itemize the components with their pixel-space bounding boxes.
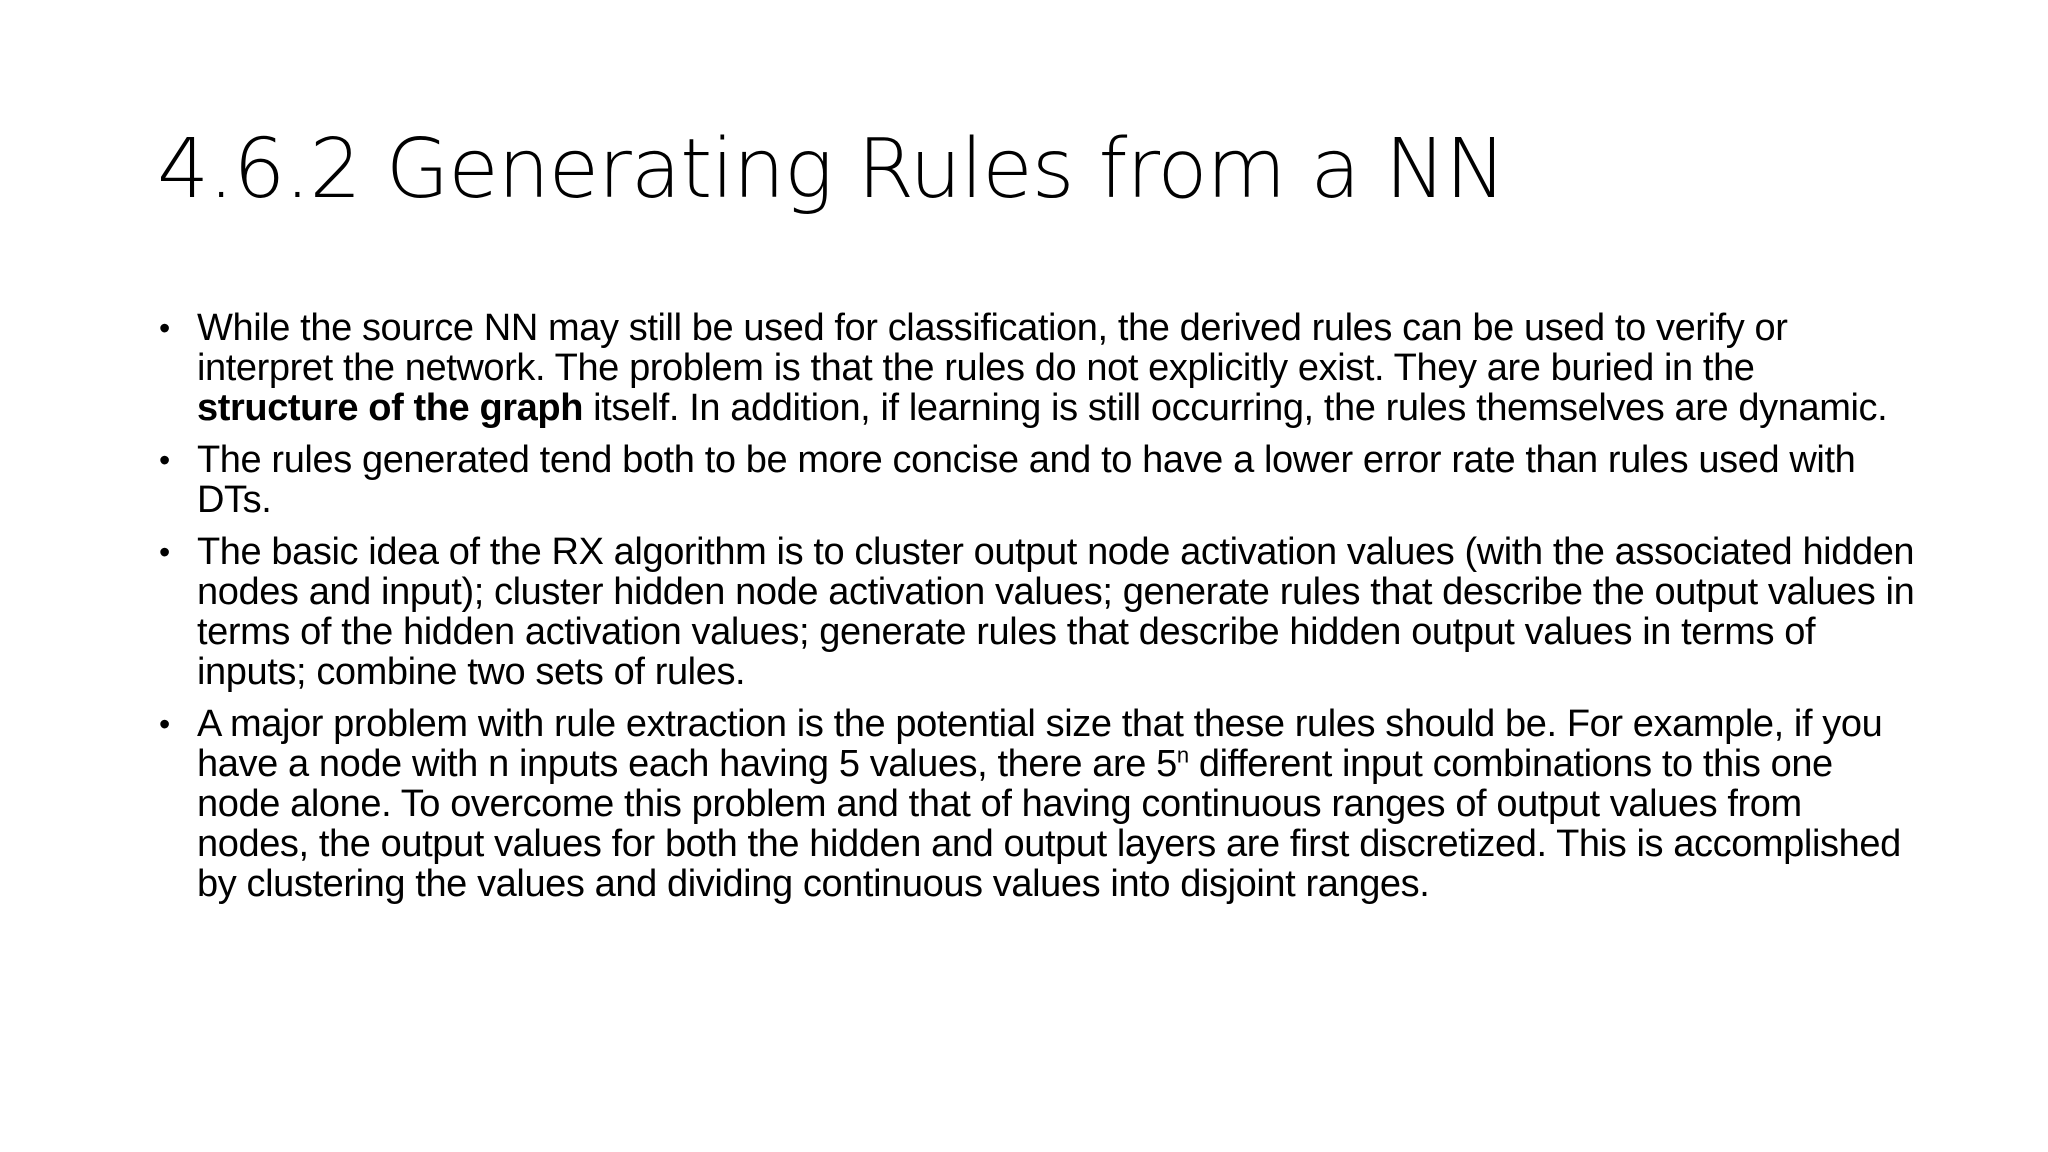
bullet-2-text: The rules generated tend both to be more concise and to have a lower error rate than rules used with DTs. [197,439,1856,521]
bullet-1-text-before: While the source NN may still be used for classification, the derived rules can be used to verify or interpret the network. The problem is that the rules do not explicitly exist. They are buried in the [197,307,1788,389]
bullet-dot-icon: • [159,442,170,478]
bullet-item-3 [157,532,1917,692]
bullet-item-2 [157,440,1917,520]
bullet-4-superscript: n [1176,742,1189,768]
bullet-4-text-after: different input combinations to this one node alone. To overcome this problem and that of having continuous ranges of output values from nodes, the output values for both the hidden and output layers are first discretized. This is accomplished by clustering the values and dividing continuous values into disjoint ranges. [197,743,1901,905]
bullet-3-text: The basic idea of the RX algorithm is to cluster output node activation values (with the associated hidden nodes and input); cluster hidden node activation values; generate rules that describe the output values in terms of the hidden activation values; generate rules that describe hidden output values in terms of inputs; combine two sets of rules. [197,531,1915,693]
bullet-item-4 [157,704,1917,904]
bullet-dot-icon: • [159,310,170,346]
slide-title: 4.6.2 Generating Rules from a NN [157,122,1506,217]
bullet-list [157,308,1917,916]
bullet-item-1 [157,308,1917,428]
bullet-dot-icon: • [159,534,170,570]
bullet-dot-icon: • [159,706,170,742]
bullet-4-text-before: A major problem with rule extraction is the potential size that these rules should be. For example, if you have a node with n inputs each having 5 values, there are 5 [197,703,1883,785]
bullet-1-bold-text: structure of the graph [197,387,584,429]
bullet-1-text-after: itself. In addition, if learning is still occurring, the rules themselves are dynamic. [583,387,1888,429]
